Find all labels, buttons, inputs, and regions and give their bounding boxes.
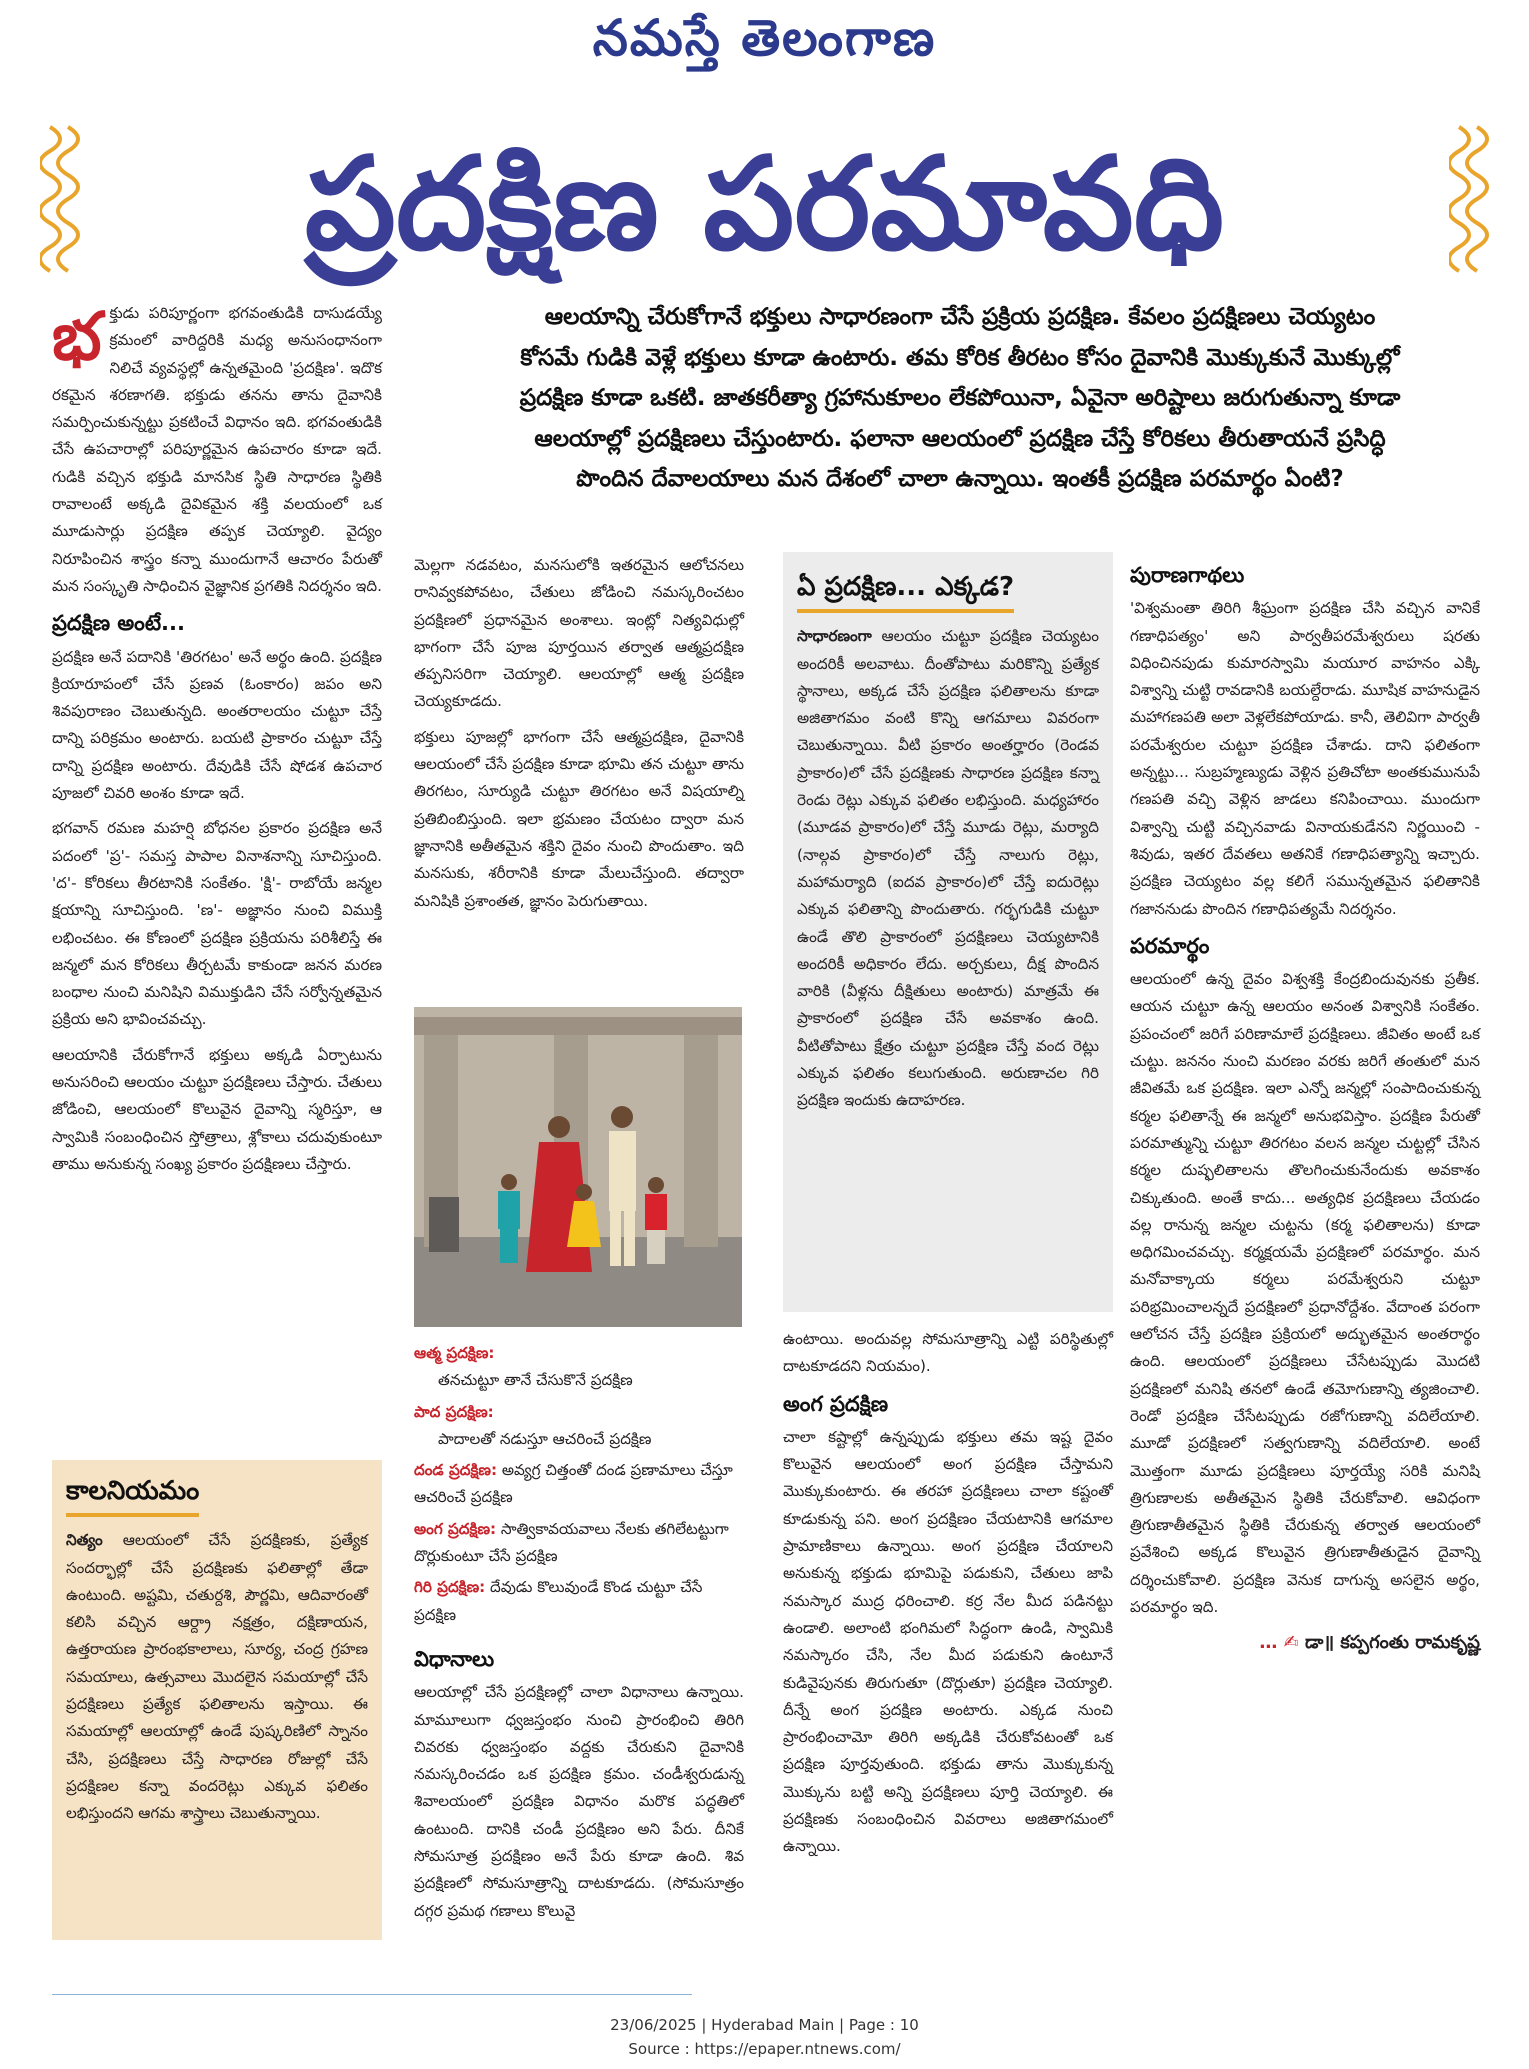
footer-source-link[interactable]: Source : https://epaper.ntnews.com/ — [628, 2040, 901, 2058]
box-text: నిత్యం ఆలయంలో చేసే ప్రదక్షిణకు, ప్రత్యేక సందర్భాల్లో చేసే ప్రదక్షిణకు ఫలితాల్లో తేడా ఉంటుంది. అష్టమి, చతుర్దశి, పౌర్ణమి, ఆదివారంతో కలిసి వచ్చిన ఆర్ద్రా నక్షత్రం, దక్షిణాయన, ఉత్తరాయణ ప్రారంభకాలాలు, సూర్య, చంద్ర గ్రహణ సమయాలు, ఉత్సవాలు మొదలైన సమయాల్లో చేసే ప్రదక్షిణలు ప్రత్యేక ఫలితాలను ఇస్తాయి. ఈ సమయాల్లో ఆలయాల్లో ఉండే పుష్కరిణిలో స్నానం చేసి, ప్రదక్షిణలు చేస్తే సాధారణ రోజుల్లో చేసే ప్రదక్షిణల కన్నా వందరెట్లు ఎక్కువ ఫలితం లభిస్తుందని ఆగమ శాస్త్రాలు చెబుతున్నాయి. — [66, 1531, 368, 1823]
intro-line: ప్రదక్షిణ కూడా ఒకటి. జాతకరీత్యా గ్రహానుకూలం లేకపోయినా, ఏవైనా అరిష్టాలు జరుగుతున్నా కూడా — [519, 385, 1401, 411]
intro-standfirst — [435, 297, 1485, 540]
column-2 — [414, 552, 744, 923]
headline-title: ప్రదక్షిణ పరమావధి — [304, 129, 1225, 279]
paragraph: ఆలయాల్లో చేసే ప్రదక్షిణల్లో చాలా విధానాలు ఉన్నాయి. మామూలుగా ధ్వజస్తంభం నుంచి ప్రారంభించి తిరిగి చివరకు ధ్వజస్తంభం వద్దకు చేరుకుని దైవానికి నమస్కరించడం ఒక ప్రదక్షిణ క్రమం. చండీశ్వరుడున్న శివాలయంలో ప్రదక్షిణ విధానం మరొక పద్ధతిలో ఉంటుంది. దానికి చండీ ప్రదక్షిణం అని పేరు. దీనికే సోమసూత్ర ప్రదక్షిణం అనే పేరు కూడా ఉంది. శివ ప్రదక్షిణలో సోమసూత్రాన్ని దాటకూడదు. (సోమసూత్రం దగ్గర ప్రమథ గణాలు కొలువై — [414, 1683, 744, 1920]
paragraph: ప్రదక్షిణ అనే పదానికి 'తిరగటం' అనే అర్థం ఉంది. ప్రదక్షిణ క్రియారూపంలో చేసే ప్రణవ (ఓంకారం) జపం అని శివపురాణం చెబుతున్నది. అంతరాలయం చుట్టూ చేస్తే దాన్ని పరిక్రమం అంటారు. బయటి ప్రాకారం చుట్టూ చేస్తే దాన్ని ప్రదక్షిణ అంటారు. దేవుడికి చేసే షోడశ ఉపచార పూజలో చివరి అంశం కూడా ఇదే. — [52, 647, 382, 803]
intro-line: కోసమే గుడికి వెళ్లే భక్తులు కూడా ఉంటారు. తమ కోరిక తీరటం కోసం దైవానికి మొక్కుకునే మొక్కుల్లో — [520, 344, 1400, 371]
kalaniyamam-box — [52, 1460, 382, 1940]
left-swirl-ornament-icon — [40, 122, 80, 292]
type-item: గిరి ప్రదక్షిణ: దేవుడు కొలువుండే కొండ చుట్టూ చేసే ప్రదక్షిణ — [414, 1578, 703, 1624]
column-3 — [783, 1326, 1113, 1869]
vidhanalu-section — [414, 1636, 744, 1933]
paragraph: భక్తులు పూజల్లో భాగంగా చేసే ఆత్మప్రదక్షిణ, దైవానికి ఆలయంలో చేసే ప్రదక్షిణ కూడా భూమి తన చుట్టూ తాను తిరగటం, సూర్యుడి చుట్టూ తిరగటం అనే విషయాల్ని ప్రతిబింబిస్తుంది. ఇలా భ్రమణం చేయటం ద్వారా మన జ్ఞానానికి అతీతమైన శక్తిని దైవం నుంచి పొందుతాం. ఇది మనసుకు, శరీరానికి కూడా మేలుచేస్తుంది. తద్వారా మనిషికి ప్రశాంతత, జ్ఞానం పెరుగుతాయి. — [414, 727, 744, 910]
masthead-logo: నమస్తే తెలంగాణ — [592, 8, 937, 67]
right-swirl-ornament-icon — [1449, 122, 1489, 292]
paragraph: మెల్లగా నడవటం, మనసులోకి ఇతరమైన ఆలోచనలు రానివ్వకపోవటం, చేతులు జోడించి నమస్కరించటం ప్రదక్షిణలో ప్రధానమైన అంశాలు. ఇంట్లో నిత్యవిధుల్లో భాగంగా చేసే పూజ పూర్తయిన తర్వాత ఆత్మప్రదక్షిణ తప్పనిసరిగా చెయ్యాలి. ఆలయాల్లో ఆత్మ ప్రదక్షిణ చెయ్యకూడదు. — [414, 556, 744, 711]
opening-paragraph: భక్తుడు పరిపూర్ణంగా భగవంతుడికి దాసుడయ్యే క్రమంలో వారిద్దరికి మధ్య అనుసంధానంగా నిలిచే వ్యవస్థల్లో ఉన్నతమైంది 'ప్రదక్షిణ'. ఇదొక రకమైన శరణాగతి. భక్తుడు తనను తాను దైవానికి సమర్పించుకున్నట్టు ప్రకటించే విధానం ఇది. భగవంతుడికి చేసే ఉపచారాల్లో పరిపూర్ణమైన ఉపచారం కూడా ఇదే. గుడికి వచ్చిన భక్తుడి మానసిక స్థితి సాధారణ స్థితికి రావాలంటే అక్కడి దైవికమైన శక్తి వలయంలో ఒక మూడుసార్లు ప్రదక్షిణ తప్పక చెయ్యాలి. వైద్యం నిరూపించిన శాస్త్రం కన్నా ముందుగానే ఆచారం పేరుతో మన సంస్కృతి సాధించిన వైజ్ఞానిక ప్రగతికి నిదర్శనం ఇది. — [52, 297, 382, 595]
paragraph: ఆలయానికి చేరుకోగానే భక్తులు అక్కడి ఏర్పాటును అనుసరించి ఆలయం చుట్టూ ప్రదక్షిణలు చేస్తారు. చేతులు జోడించి, ఆలయంలో కొలువైన దైవాన్ని స్మరిస్తూ, ఆ స్వామికి సంబంధించిన స్తోత్రాలు, శ్లోకాలు చదువుకుంటూ తాము అనుకున్న సంఖ్య ప్రకారం ప్రదక్షిణలు చేస్తారు. — [52, 1045, 382, 1173]
section-heading: పురాణగాథలు — [1130, 563, 1245, 587]
paragraph: భగవాన్ రమణ మహర్షి బోధనల ప్రకారం ప్రదక్షిణ అనే పదంలో 'ప్ర'- సమస్త పాపాల వినాశనాన్ని సూచిస్తుంది. 'ద'- కోరికలు తీరటానికి సంకేతం. 'క్షి'- రాబోయే జన్మల క్షయాన్ని సూచిస్తుంది. 'ణ'- అజ్ఞానం నుంచి విముక్తి లభించటం. ఈ కోణంలో ప్రదక్షిణ ప్రక్రియను పరిశీలిస్తే ఈ జన్మలో మన కోరికలు తీర్చటమే కాకుండా జనన మరణ బంధాల నుంచి మనిషిని విముక్తుడిని చేసే సర్వోన్నతమైన ప్రక్రియ అని భావించవచ్చు. — [52, 819, 382, 1029]
headline-banner — [40, 92, 1489, 317]
column-4 — [1130, 552, 1480, 1657]
type-item: ఆత్మ ప్రదక్షిణ: తనచుట్టూ తానే చేసుకొనే ప్రదక్షిణ — [414, 1344, 633, 1390]
section-heading: ప్రదక్షిణ అంటే... — [52, 611, 185, 636]
footer-date: 23/06/2025 | Hyderabad Main | Page : 10 — [610, 2016, 919, 2034]
section-heading: అంగ ప్రదక్షిణ — [783, 1391, 889, 1416]
intro-line: ఆలయాన్ని చేరుకోగానే భక్తులు సాధారణంగా చేసే ప్రక్రియ ప్రదక్షిణ. కేవలం ప్రదక్షిణలు చెయ్యటం — [544, 304, 1376, 330]
paragraph: చాలా కష్టాల్లో ఉన్నప్పుడు భక్తులు తమ ఇష్ట దైవం కొలువైన ఆలయంలో అంగ ప్రదక్షిణ చేస్తామని మొక్కుకుంటారు. ఈ తరహా ప్రదక్షిణలు చాలా కష్టంతో కూడుకున్న పని. అంగ ప్రదక్షిణం చేయటానికి ఆగమాల ప్రామాణికాలు ఉన్నాయి. అంగ ప్రదక్షిణ చేయాలని అనుకున్న భక్తుడు భూమిపై పడుకుని, చేతులు జాపి నమస్కార ముద్ర ధరించాలి. కర్ర నేల మీద పడినట్టు ఉండాలి. అలాంటి భంగిమలో సిద్ధంగా ఉండి, స్వామికి నమస్కారం చేసి, నేల మీద పడుకుని ఉంటూనే కుడివైపునకు తిరుగుతూ (దొర్లుతూ) ప్రదక్షిణ చెయ్యాలి. దీన్నే అంగ ప్రదక్షిణ అంటారు. ఎక్కడ నుంచి ప్రారంభించామో తిరిగి అక్కడికి చేరుకోవటంతో ఒక ప్రదక్షిణ పూర్తవుతుంది. భక్తుడు తాను మొక్కుకున్న మొక్కును బట్టి అన్ని ప్రదక్షిణలు పూర్తి చెయ్యాలి. ఈ ప్రదక్షిణకు సంబంధించిన వివరాలు అజితాగమంలో ఉన్నాయి. — [783, 1427, 1113, 1856]
intro-line: ఆలయాల్లో ప్రదక్షిణలు చేస్తుంటారు. ఫలానా ఆలయంలో ప్రదక్షిణ చేస్తే కోరికలు తీరుతాయనే ప్రసిద్ధి — [534, 425, 1386, 452]
paragraph: ఉంటాయి. అందువల్ల సోమసూత్రాన్ని ఎట్టి పరిస్థితుల్లో దాటకూడదని నియమం). — [783, 1330, 1113, 1376]
section-heading: విధానాలు — [414, 1647, 495, 1671]
section-heading: పరమార్థం — [1130, 933, 1210, 958]
footer-divider — [52, 1994, 692, 1995]
pradakshina-types-list — [414, 1340, 744, 1633]
photo-illustration-icon — [414, 1007, 742, 1327]
pen-icon: … ✍ — [1259, 1632, 1305, 1654]
intro-line: పొందిన దేవాలయాలు మన దేశంలో చాలా ఉన్నాయి. ఇంతకీ ప్రదక్షిణ పరమార్థం ఏంటి? — [576, 466, 1344, 492]
type-item: దండ ప్రదక్షిణ: అవ్యగ్ర చిత్తంతో దండ ప్రణామాలు చేస్తూ ఆచరించే ప్రదక్షిణ — [414, 1461, 733, 1507]
paragraph: ఆలయంలో ఉన్న దైవం విశ్వశక్తి కేంద్రబిందువునకు ప్రతీక. ఆయన చుట్టూ ఉన్న ఆలయం అనంత విశ్వానికి సంకేతం. ప్రపంచంలో జరిగే పరిణామాలే ప్రదక్షిణలు. జీవితం అంటే ఒక చుట్టు. జననం నుంచి మరణం వరకు జరిగే తంతులో మన జీవితమే ఒక ప్రదక్షిణ. ఇలా ఎన్నో జన్మల్లో సంపాదించుకున్న కర్మల ఫలితాన్నే ఈ జన్మలో అనుభవిస్తాం. ప్రదక్షిణ పేరుతో పరమాత్మున్ని చుట్టూ తిరగటం వలన జన్మల చుట్టల్లో చేసిన కర్మల దుష్ఫలితాలను తొలగించుకునేందుకు అవకాశం చిక్కుతుంది. అంతే కాదు... అత్యధిక ప్రదక్షిణలు చేయడం వల్ల రానున్న జన్మల చుట్టను (కర్మ ఫలితాలను) కూడా అధిగమించవచ్చు. కర్మక్షయమే ప్రదక్షిణలో పరమార్థం. మన మనోవాక్కాయ కర్మలు పరమేశ్వరుని చుట్టూ పరిభ్రమించాలన్నదే ప్రదక్షిణలో ప్రధానోద్దేశం. వేదాంత పరంగా ఆలోచన చేస్తే ప్రదక్షిణ ప్రక్రియలో అద్భుతమైన అంతరార్థం ఉంది. ఆలయంలో ప్రదక్షిణలు చేసేటప్పుడు మొదటి ప్రదక్షిణలో మనిషి తనలో ఉండే తమోగుణాన్ని త్యజించాలి. రెండో ప్రదక్షిణ చేసేటప్పుడు రజోగుణాన్ని వదిలేయాలి. మూడో ప్రదక్షిణలో సత్వగుణాన్ని వదిలేయాలి. అంటే మొత్తంగా మూడు ప్రదక్షిణలు పూర్తయ్యే సరికి మనిషి త్రిగుణాలకు అతీతమైన స్థితికి చేరుకోవాలి. ఆవిధంగా త్రిగుణాతీతమైన స్థితికి చేరుకున్న తర్వాత ఆలయంలో ప్రవేశించి అక్కడ కొలువైన త్రిగుణాతీతుడైన దైవాన్ని దర్శించుకోవాలి. ప్రదక్షిణ వెనుక దాగున్న అసలైన అర్థం, పరమార్థం ఇది. — [1130, 970, 1480, 1616]
column-1 — [52, 297, 382, 1186]
box-title: కాలనియమం — [66, 1478, 199, 1517]
box-title: ఏ ప్రదక్షిణ... ఎక్కడ? — [797, 574, 1014, 613]
byline: … ✍ డా॥ కప్పగంతు రామకృష్ణ — [1259, 1632, 1480, 1654]
type-item: అంగ ప్రదక్షిణ: సాత్వికావయవాలు నేలకు తగిలేటట్టుగా దొర్లుకుంటూ చేసే ప్రదక్షిణ — [414, 1519, 729, 1566]
type-item: పాద ప్రదక్షిణ: పాదాలతో నడుస్తూ ఆచరించే ప్రదక్షిణ — [414, 1402, 652, 1448]
dropcap: భ — [52, 297, 102, 375]
paragraph: 'విశ్వమంతా తిరిగి శీఘ్రంగా ప్రదక్షిణ చేసి వచ్చిన వానికే గణాధిపత్యం' అని పార్వతీపరమేశ్వరులు షరతు విధించినపుడు కుమారస్వామి మయూర వాహనం ఎక్కి విశ్వాన్ని చుట్టి రావడానికి బయల్దేరాడు. మూషిక వాహనుడైన మహాగణపతి అలా వెళ్లలేకపోయాడు. కానీ, తెలివిగా పార్వతీ పరమేశ్వరుల చుట్టూ ప్రదక్షిణ చేశాడు. దాని ఫలితంగా అన్నట్టు... సుబ్రహ్మణ్యుడు వెళ్లిన ప్రతిచోటా అంతకుమునుపే గణపతి వచ్చి వెళ్లిన జాడలు కనిపించాయి. ముందుగా విశ్వాన్ని చుట్టి వచ్చినవాడు వినాయకుడేనని నిర్ణయించి - శివుడు, ఇతర దేవతలు అతనికే గణాధిపత్యాన్ని ఇచ్చారు. ప్రదక్షిణ చెయ్యటం వల్ల కలిగే సమున్నతమైన ఫలితానికి గజాననుడు పొందిన గణాధిపత్యమే నిదర్శనం. — [1130, 599, 1480, 918]
box-text: సాధారణంగా ఆలయం చుట్టూ ప్రదక్షిణ చెయ్యటం అందరికీ అలవాటు. దీంతోపాటు మరికొన్ని ప్రత్యేక స్థానాలు, అక్కడ చేసే ప్రదక్షిణ ఫలితాలను కూడా అజితాగమం వంటి కొన్ని ఆగమాలు వివరంగా చెబుతున్నాయి. వీటి ప్రకారం అంతర్హారం (రెండవ ప్రాకారం)లో చేసే ప్రదక్షిణకు సాధారణ ప్రదక్షిణ కన్నా రెండు రెట్లు ఎక్కువ ఫలితం లభిస్తుంది. మధ్యహారం (మూడవ ప్రాకారం)లో చేస్తే మూడు రెట్లు, మర్యాది (నాల్గవ ప్రాకారం)లో చేస్తే నాలుగు రెట్లు, మహామర్యాది (ఐదవ ప్రాకారం)లో చేస్తే ఐదురెట్లు ఎక్కువ ఫలితాన్ని పొందుతారు. గర్భగుడికి చుట్టూ ఉండే తొలి ప్రాకారంలో ప్రదక్షిణలు చెయ్యటానికి అందరికీ అధికారం లేదు. అర్చకులు, దీక్ష పొందిన వారికి (వీళ్లను దీక్షితులు అంటారు) మాత్రమే ఈ ప్రాకారంలో ప్రదక్షిణ చేసే అవకాశం ఉంది. వీటితోపాటు క్షేత్రం చుట్టూ ప్రదక్షిణ చేస్తే వంద రెట్లు ఎక్కువ ఫలితం కలుగుతుంది. అరుణాచల గిరి ప్రదక్షిణ ఇందుకు ఉదాహరణ. — [797, 627, 1099, 1110]
where-pradakshina-box — [783, 552, 1113, 1312]
temple-family-photo — [414, 1007, 742, 1327]
